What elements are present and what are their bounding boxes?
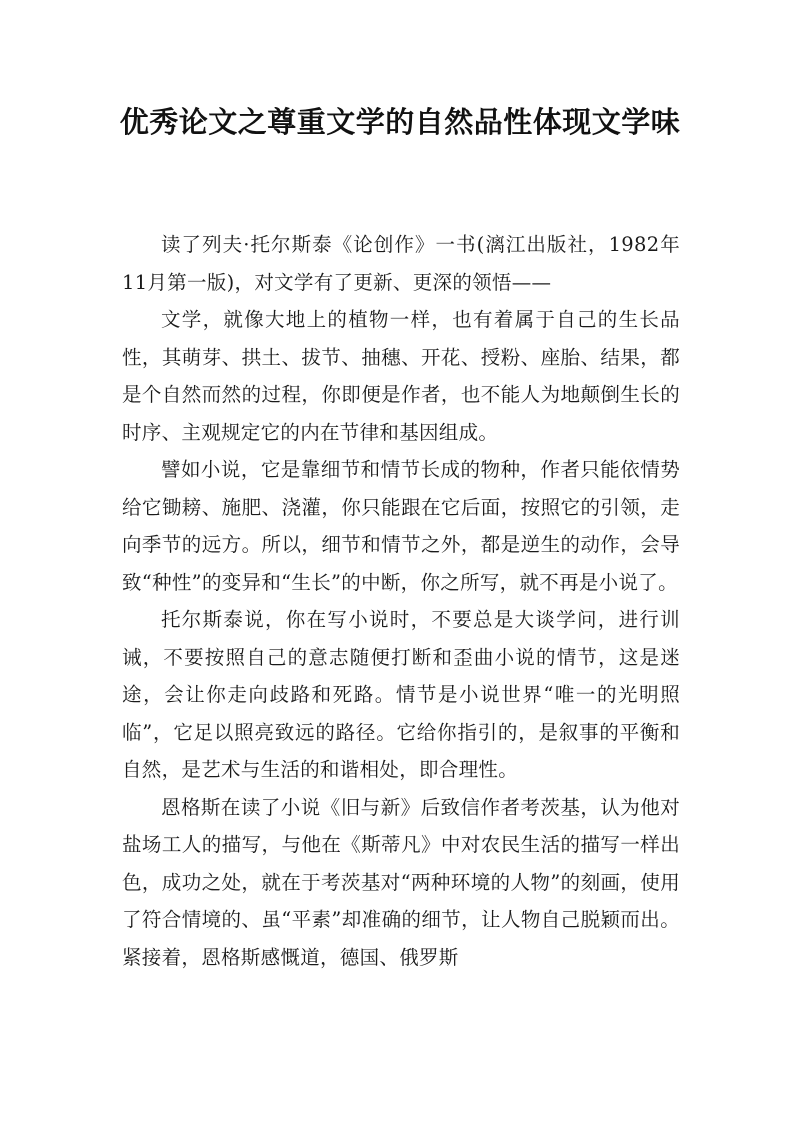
document-body — [122, 226, 680, 976]
paragraph: 读了列夫·托尔斯泰《论创作》一书(漓江出版社，1982年11月第一版)，对文学有了更新、更深的领悟—— — [122, 233, 680, 294]
paragraph: 恩格斯在读了小说《旧与新》后致信作者考茨基，认为他对盐场工人的描写，与他在《斯蒂凡》中对农民生活的描写一样出色，成功之处，就在于考茨基对“两种环境的人物”的刻画，使用了符合情境的、虽“平素”却准确的细节，让人物自己脱颖而出。紧接着，恩格斯感慨道，德国、俄罗斯 — [122, 795, 680, 969]
document-title: 优秀论文之尊重文学的自然品性体现文学味 — [119, 105, 681, 139]
paragraph: 托尔斯泰说，你在写小说时，不要总是大谈学问，进行训诫，不要按照自己的意志随便打断和歪曲小说的情节，这是迷途，会让你走向歧路和死路。情节是小说世界“唯一的光明照临”，它足以照亮致远的路径。它给你指引的，是叙事的平衡和自然，是艺术与生活的和谐相处，即合理性。 — [122, 608, 680, 781]
paragraph: 譬如小说，它是靠细节和情节长成的物种，作者只能依情势给它锄耪、施肥、浇灌，你只能跟在它后面，按照它的引领，走向季节的远方。所以，细节和情节之外，都是逆生的动作，会导致“种性”的变异和“生长”的中断，你之所写，就不再是小说了。 — [122, 458, 680, 594]
paragraph: 文学，就像大地上的植物一样，也有着属于自己的生长品性，其萌芽、拱土、拔节、抽穗、开花、授粉、座胎、结果，都是个自然而然的过程，你即便是作者，也不能人为地颠倒生长的时序、主观规定它的内在节律和基因组成。 — [122, 308, 680, 444]
